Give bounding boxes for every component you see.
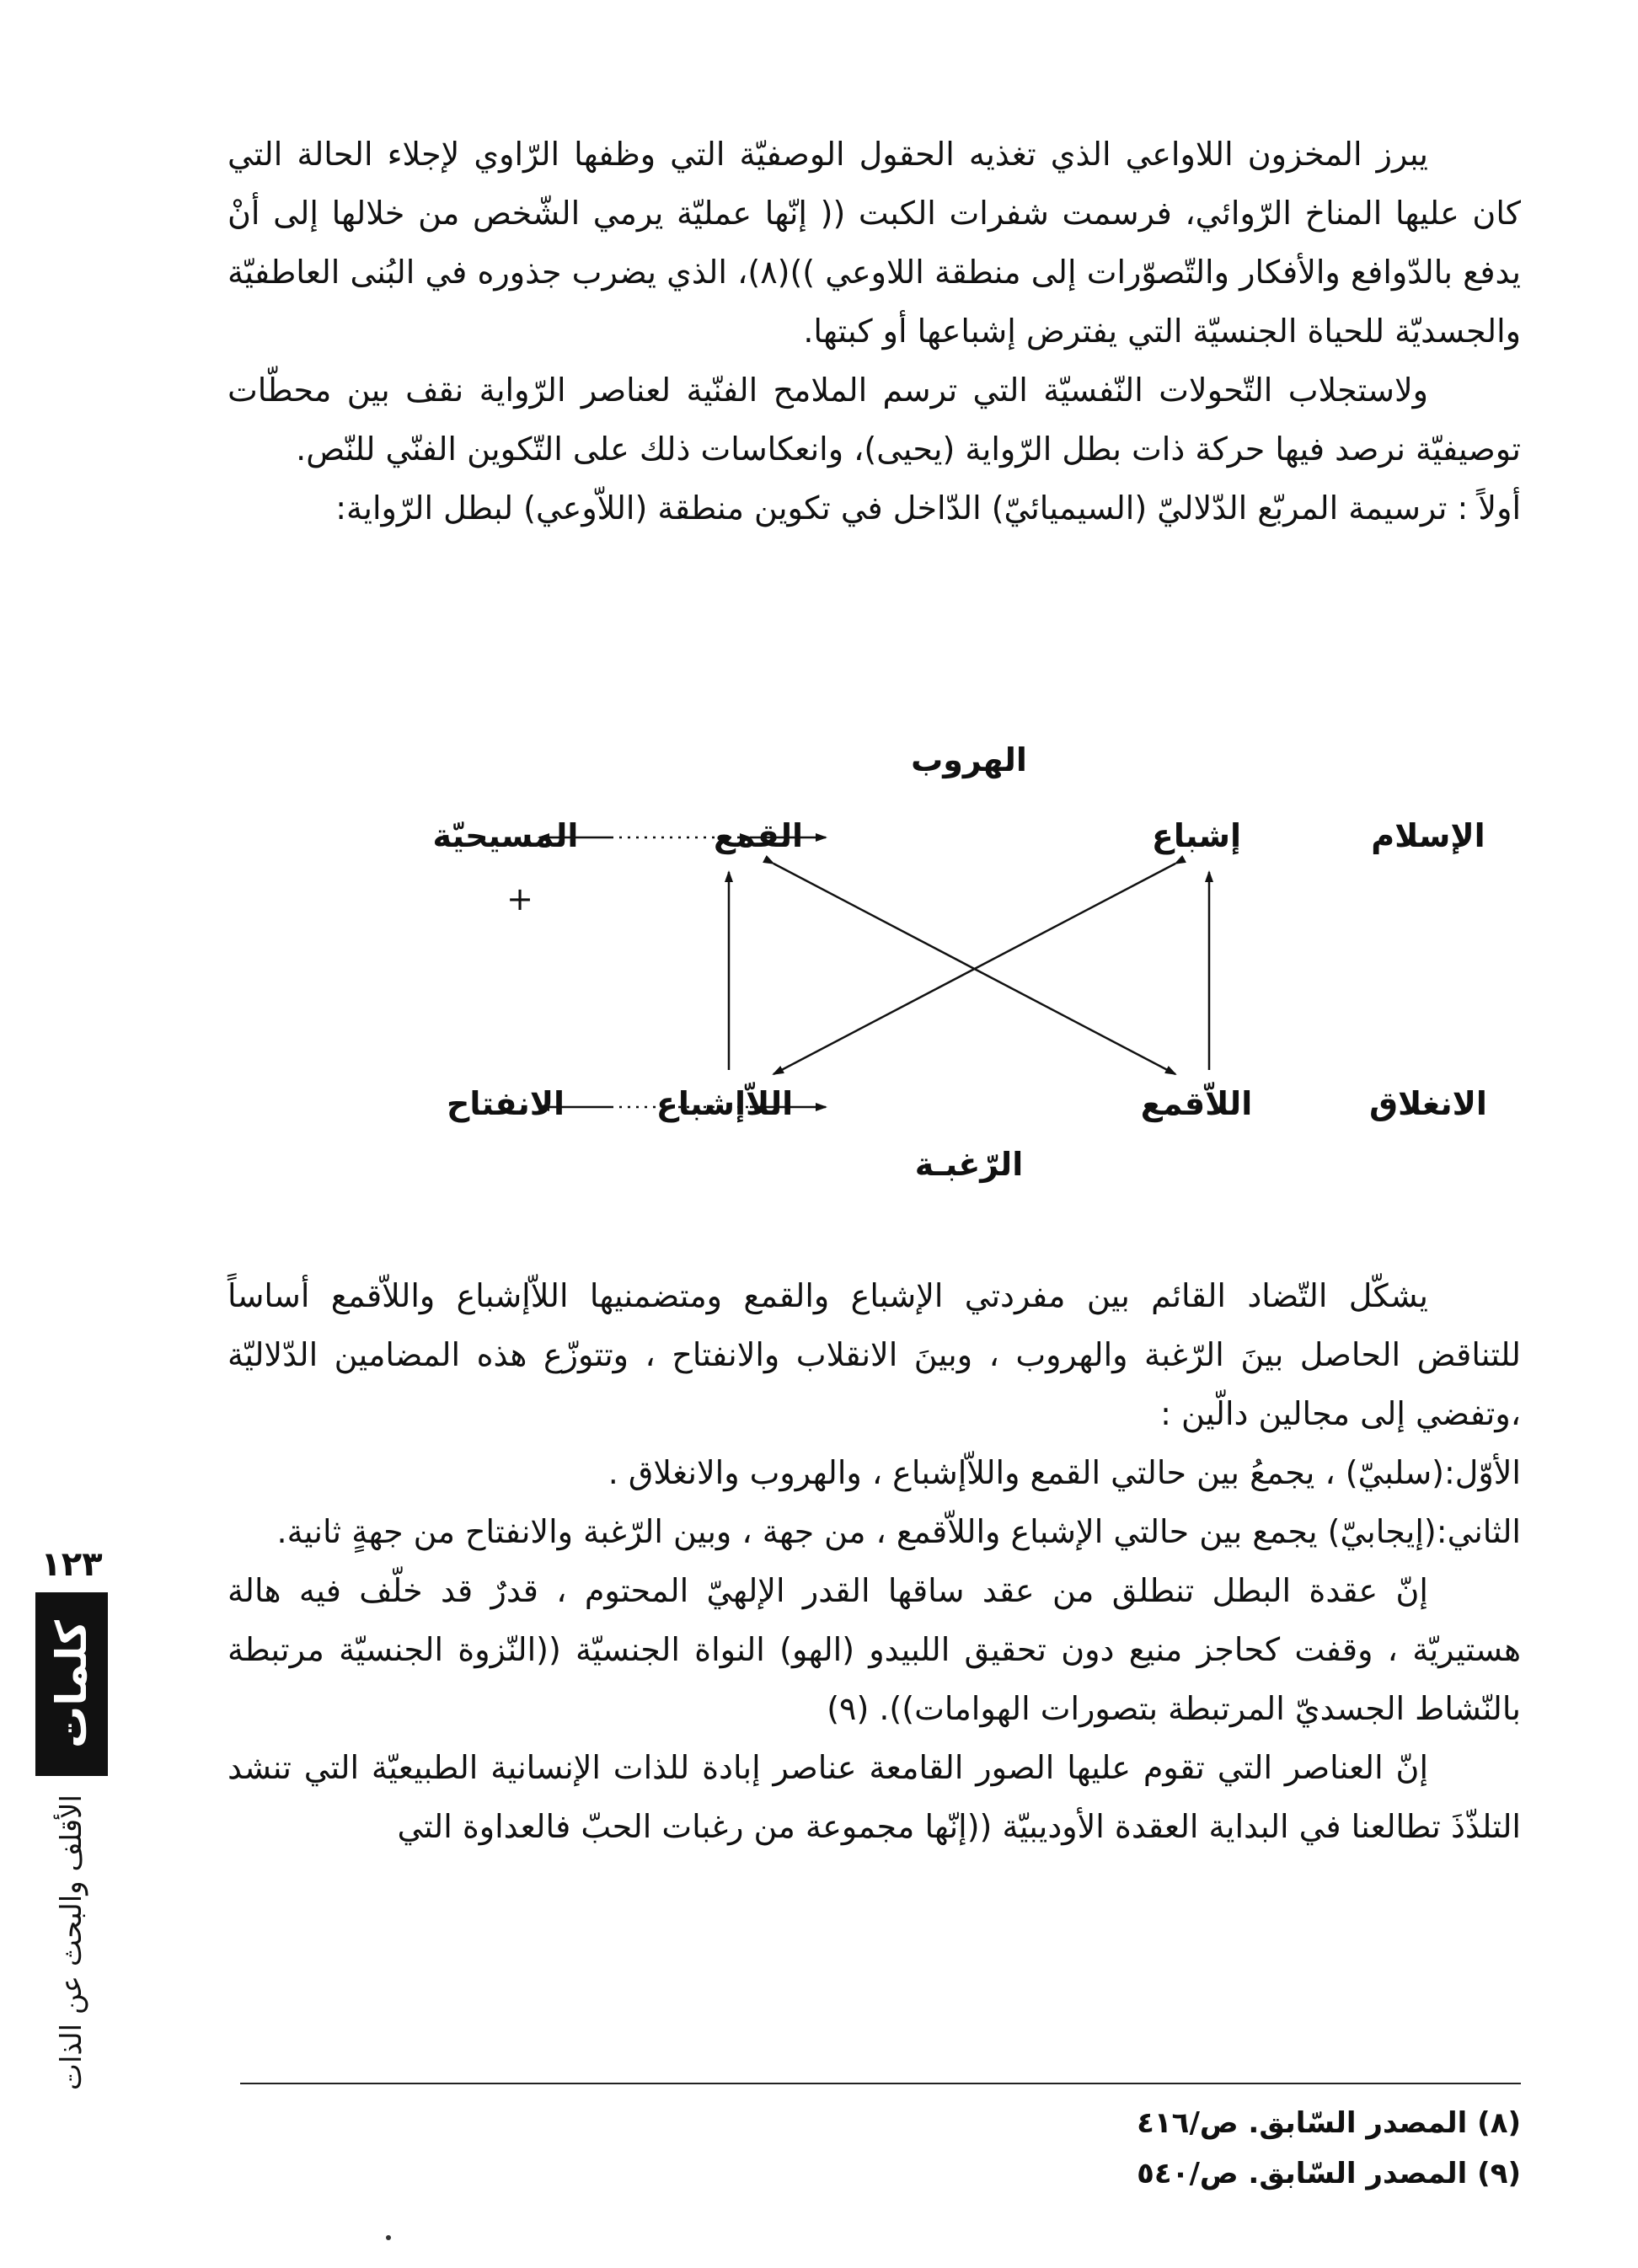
paragraph: يشكّل التّضاد القائم بين مفردتي الإشباع والقمع ومتضمنيها اللاّإشباع واللاّقمع أساساً للتناقض الحاصل بينَ الرّغبة والهروب ، وبينَ الانقلاب والانفتاح ، وتتوزّع هذه المضامين الدّلاليّة ،وتفضي إلى مجالين دالّين : — [228, 1277, 1521, 1432]
label-desire: الرّغبـة — [914, 1146, 1024, 1183]
paragraph: ولاستجلاب التّحولات النّفسيّة التي ترسم الملامح الفنّية لعناصر الرّواية نقف بين محطّات توصيفيّة نرصد فيها حركة ذات بطل الرّواية (يحيى)، وانعكاسات ذلك على التّكوين الفنّي للنّص. — [228, 372, 1521, 468]
paragraph: يبرز المخزون اللاواعي الذي تغذيه الحقول الوصفيّة التي وظفها الرّاوي لإجلاء الحالة التي كان عليها المناخ الرّوائي، فرسمت شفرات الكبت (( إنّها عمليّة يرمي الشّخص من خلالها إلى أنْ يدفع بالدّوافع والأفكار والتّصوّرات إلى منطقة اللاوعي ))(٨)، الذي يضرب جذوره في البُنى العاطفيّة والجسديّة للحياة الجنسيّة التي يفترض إشباعها أو كبتها. — [228, 136, 1522, 350]
body-text-top — [228, 125, 1521, 538]
page-number: ١٢٣ — [40, 1545, 103, 1584]
label-repression: القمع — [713, 817, 804, 854]
stray-dot — [386, 2235, 391, 2240]
semiotic-square-diagram — [354, 725, 1534, 1196]
paragraph: إنّ عقدة البطل تنطلق من عقد ساقها القدر الإلهيّ المحتوم ، قدرٌ قد خلّف فيه هالة هستيريّة ، وقفت كحاجز منيع دون تحقيق اللبيدو (الهو) النواة الجنسيّة ((النّزوة الجنسيّة مرتبطة بالنّشاط الجسديّ المرتبطة بتصورات الهوامات)). (٩) — [228, 1572, 1521, 1727]
footnote: (٩) المصدر السّابق. ص/٥٤٠ — [1137, 2157, 1521, 2190]
side-header — [34, 1545, 110, 2090]
label-christianity: المسيحيّة — [432, 817, 579, 854]
publisher-logo — [35, 1592, 108, 1776]
paragraph: إنّ العناصر التي تقوم عليها الصور القامعة عناصر إبادة للذات الإنسانية الطبيعيّة التي تنشد التلذّذَ تطالعنا في البداية العقدة الأوديبيّة ((إنّها مجموعة من رغبات الحبّ فالعداوة التي — [228, 1749, 1521, 1845]
section-heading: أولاً : ترسيمة المربّع الدّلاليّ (السيميائيّ) الدّاخل في تكوين منطقة (اللاّوعي) لبطل الرّواية: — [335, 489, 1521, 527]
label-escape: الهروب — [911, 741, 1027, 778]
label-openness: الانفتاح — [446, 1085, 565, 1122]
body-text-bottom — [228, 1266, 1521, 1856]
paragraph: الثاني:(إيجابيّ) يجمع بين حالتي الإشباع واللاّقمع ، من جهة ، وبين الرّغبة والانفتاح من جهةٍ ثانية. — [276, 1513, 1521, 1550]
label-non-satisfaction: اللاّإشباع — [656, 1085, 794, 1122]
running-title: الأقلف والبحث عن الذات — [55, 1795, 88, 2091]
label-closure: الانغلاق — [1369, 1085, 1487, 1122]
label-satisfaction: إشباع — [1151, 817, 1242, 854]
logo-text: كلمات — [47, 1619, 96, 1749]
diagram-arrows — [354, 725, 1534, 1196]
label-islam: الإسلام — [1371, 817, 1485, 854]
footnote: (٨) المصدر السّابق. ص/٤١٦ — [1137, 2106, 1521, 2140]
label-plus: + — [506, 880, 533, 917]
footnotes — [228, 2098, 1521, 2199]
footnote-divider — [240, 2083, 1521, 2084]
label-non-repression: اللاّقمع — [1140, 1085, 1253, 1122]
paragraph: الأوّل:(سلبيّ) ، يجمعُ بين حالتي القمع واللاّإشباع ، والهروب والانغلاق . — [608, 1454, 1521, 1491]
